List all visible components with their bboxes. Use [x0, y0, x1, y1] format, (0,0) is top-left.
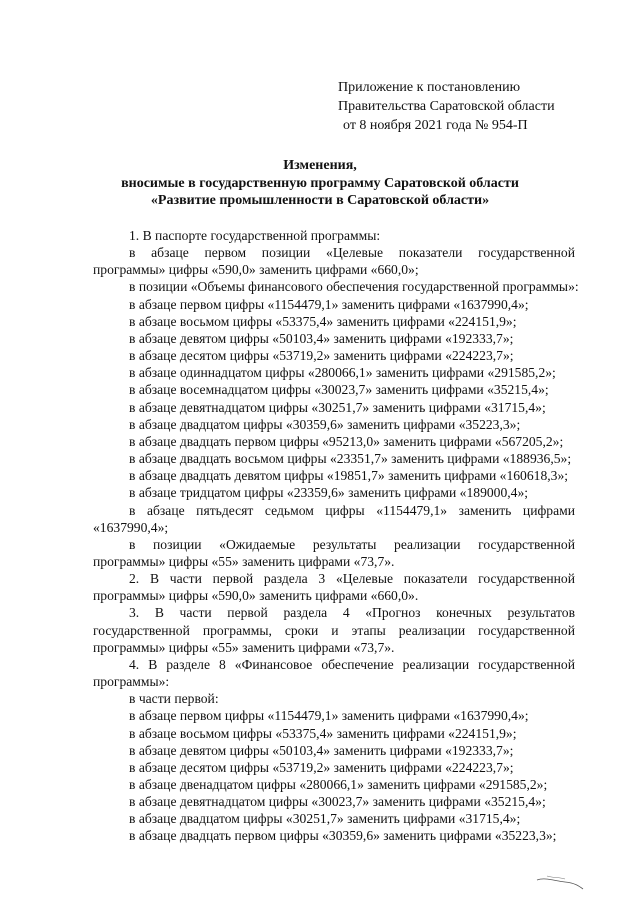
paragraph: в абзаце двадцать первом цифры «30359,6» заменить цифрами «35223,3»; — [129, 828, 557, 844]
paragraph: в абзаце пятьдесят седьмом цифры «1154479,1» заменить цифрами «1637990,4»; — [93, 502, 575, 535]
paragraph: в абзаце восьмом цифры «53375,4» заменить цифрами «224151,9»; — [129, 313, 517, 329]
paragraph: в позиции «Объемы финансового обеспечения государственной программы»: — [129, 279, 579, 295]
title-line: «Развитие промышленности в Саратовской области» — [150, 193, 490, 208]
paragraph: в абзаце тридцатом цифры «23359,6» заменить цифрами «189000,4»; — [129, 485, 529, 501]
paragraph: в абзаце девятом цифры «50103,4» заменить цифрами «192333,7»; — [129, 330, 514, 346]
paragraph: 4. В разделе 8 «Финансовое обеспечение реализации государственной программы»: — [93, 656, 575, 690]
paragraph: в абзаце первом цифры «1154479,1» заменить цифрами «1637990,4»; — [129, 296, 529, 312]
title-line: Изменения, — [283, 158, 357, 173]
paragraph: в позиции «Ожидаемые результаты реализации государственной программы» цифры «55» заменить цифрами «73,7». — [93, 536, 575, 569]
paragraph: в абзаце одиннадцатом цифры «280066,1» заменить цифрами «291585,2»; — [129, 365, 556, 381]
paragraph: в абзаце двадцать восьмом цифры «23351,7» заменить цифрами «188936,5»; — [129, 451, 572, 467]
paragraph: 3. В части первой раздела 4 «Прогноз конечных результатов государственной программы, сроки и этапы реализации государственной программы» цифры «55» заменить цифрами «73,7». — [93, 605, 575, 655]
paragraph: 1. В паспорте государственной программы: — [129, 228, 381, 243]
paragraph: в части первой: — [129, 691, 219, 707]
appendix-line: Правительства Саратовской области — [338, 99, 555, 114]
paragraph: в абзаце восемнадцатом цифры «30023,7» заменить цифрами «35215,4»; — [129, 382, 549, 398]
paragraph: в абзаце десятом цифры «53719,2» заменить цифрами «224223,7»; — [129, 348, 514, 364]
paragraph: в абзаце двадцатом цифры «30359,6» заменить цифрами «35223,3»; — [129, 416, 521, 432]
paragraph: в абзаце девятнадцатом цифры «30251,7» заменить цифрами «31715,4»; — [129, 399, 546, 415]
paragraph: в абзаце первом цифры «1154479,1» заменить цифрами «1637990,4»; — [129, 708, 529, 724]
paragraph: в абзаце восьмом цифры «53375,4» заменить цифрами «224151,9»; — [129, 725, 517, 741]
document-title — [0, 157, 640, 210]
signature-mark — [535, 872, 585, 892]
paragraph: в абзаце двенадцатом цифры «280066,1» заменить цифрами «291585,2»; — [129, 777, 548, 792]
paragraph: в абзаце двадцатом цифры «30251,7» заменить цифрами «31715,4»; — [129, 811, 521, 827]
paragraph: в абзаце двадцать первом цифры «95213,0» заменить цифрами «567205,2»; — [129, 433, 564, 449]
title-line: вносимые в государственную программу Саратовской области — [121, 175, 519, 191]
appendix-header — [338, 78, 555, 135]
appendix-line: Приложение к постановлению — [338, 80, 521, 95]
paragraph: в абзаце девятом цифры «50103,4» заменить цифрами «192333,7»; — [129, 742, 514, 758]
appendix-line: от 8 ноября 2021 года № 954-П — [343, 118, 528, 133]
paragraph: в абзаце девятнадцатом цифры «30023,7» заменить цифрами «35215,4»; — [129, 794, 546, 810]
paragraph: 2. В части первой раздела 3 «Целевые показатели государственной программы» цифры «590,0» заменить цифрами «660,0». — [93, 571, 575, 604]
document-body — [93, 227, 579, 845]
paragraph: в абзаце первом позиции «Целевые показатели государственной программы» цифры «590,0» заменить цифрами «660,0»; — [93, 245, 575, 278]
paragraph: в абзаце десятом цифры «53719,2» заменить цифрами «224223,7»; — [129, 759, 514, 775]
paragraph: в абзаце двадцать девятом цифры «19851,7» заменить цифрами «160618,3»; — [129, 468, 569, 484]
